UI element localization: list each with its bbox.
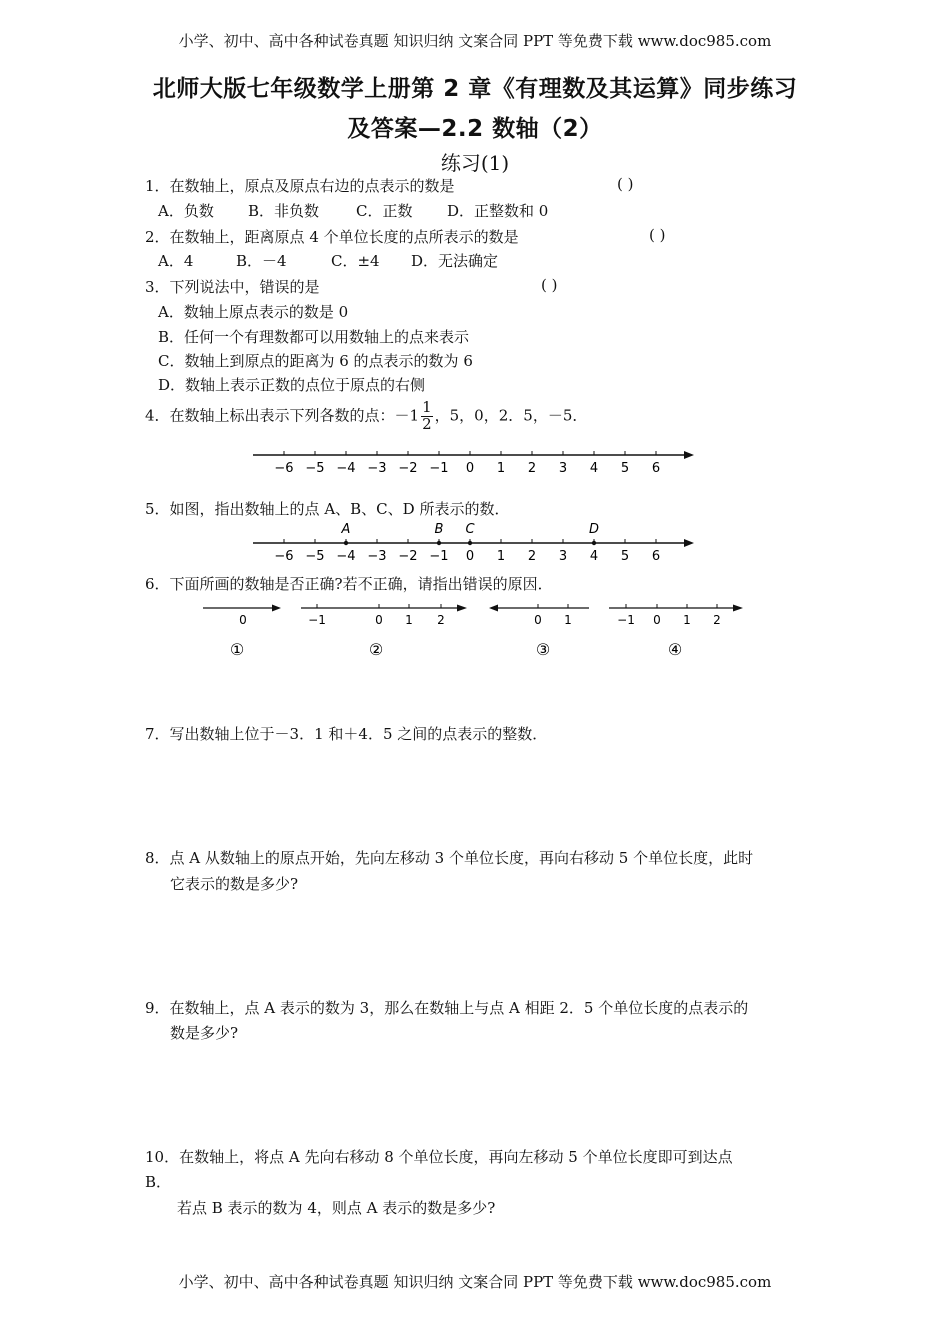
q3-option-a: A．数轴上原点表示的数是 0	[158, 303, 349, 321]
q6-fig2-label-2: 1	[405, 613, 413, 627]
q4-tick-label: 0	[465, 461, 475, 476]
q4-tick-label: −5	[305, 461, 325, 476]
q4-tick-label: −1	[429, 461, 449, 476]
q5-tick-label: 0	[465, 549, 475, 564]
q4-tick-label: 4	[589, 461, 599, 476]
q5-point-A	[344, 541, 348, 545]
q2-option-a: A．4	[158, 252, 194, 270]
q6-fig1-label-0: 0	[239, 613, 247, 627]
q6-fig4-label-0: −1	[617, 613, 635, 627]
q2-option-c: C．±4	[331, 252, 380, 270]
q5-tick-label: −4	[336, 549, 356, 564]
q4-fraction	[421, 400, 433, 433]
q4-tick-label: −2	[398, 461, 418, 476]
q5-tick-label: −1	[429, 549, 449, 564]
q4-rest: ，5，0，2．5，－5．	[434, 406, 588, 425]
q6-figure-3	[489, 604, 589, 659]
q4-axis-arrow	[684, 451, 694, 459]
q5-tick-label: −2	[398, 549, 418, 564]
q3-stem: 3．下列说法中，错误的是	[145, 278, 320, 296]
q5-tick-label: −6	[274, 549, 294, 564]
q5-axis-arrow	[684, 539, 694, 547]
q10-stem-line-2: B．	[145, 1173, 172, 1191]
q2-option-b: B．－4	[236, 252, 287, 270]
q2-answer-paren: ( )	[649, 226, 666, 244]
q10-stem-line-3: 若点 B 表示的数为 4，则点 A 表示的数是多少?	[177, 1199, 496, 1217]
q1-stem: 1．在数轴上，原点及原点右边的点表示的数是	[145, 177, 455, 195]
q1-option-b: B．非负数	[248, 202, 320, 220]
title-line-2: 及答案—2.2 数轴（2）	[347, 116, 603, 142]
q8-stem-line-1: 8．点 A 从数轴上的原点开始，先向左移动 3 个单位长度，再向右移动 5 个单位长度，此时	[145, 849, 754, 867]
q6-fig1-mark: ①	[229, 640, 245, 659]
q6-fig2-label-3: 2	[437, 613, 445, 627]
q5-number-line	[250, 518, 700, 566]
q5-tick-label: 6	[651, 549, 661, 564]
q2-option-d: D．无法确定	[411, 252, 499, 270]
q4-number-line	[250, 444, 700, 480]
q3-option-b: B．任何一个有理数都可以用数轴上的点来表示	[158, 328, 470, 346]
q6-fig4-mark: ④	[667, 640, 683, 659]
q5-point-D	[592, 541, 596, 545]
q4-tick-label: −6	[274, 461, 294, 476]
q6-fig2-label-1: 0	[375, 613, 383, 627]
q5-point-B	[437, 541, 441, 545]
q6-fig3-mark: ③	[535, 640, 551, 659]
q6-figure-4	[609, 604, 743, 659]
q5-tick-label: 1	[496, 549, 506, 564]
q5-point-label-A: A	[341, 522, 351, 537]
q4-tick-label: 1	[496, 461, 506, 476]
q6-figure-1	[203, 605, 281, 660]
q3-option-d: D．数轴上表示正数的点位于原点的右侧	[158, 376, 426, 394]
q6-fig3-label-1: 1	[564, 613, 572, 627]
q6-fig4-label-3: 2	[713, 613, 721, 627]
q4-tick-label: −3	[367, 461, 387, 476]
q3-option-c: C．数轴上到原点的距离为 6 的点表示的数为 6	[158, 352, 473, 370]
q5-tick-label: −3	[367, 549, 387, 564]
q5-tick-label: 5	[620, 549, 630, 564]
q4-tick-label: 2	[527, 461, 537, 476]
q6-fig4-label-2: 1	[683, 613, 691, 627]
q5-tick-label: −5	[305, 549, 325, 564]
q6-figure-2	[301, 604, 467, 659]
q6-figures	[195, 598, 755, 666]
q6-fig2-label-0: −1	[308, 613, 326, 627]
q5-point-C	[468, 541, 472, 545]
q5-tick-label: 2	[527, 549, 537, 564]
q5-point-label-B: B	[434, 522, 444, 537]
page-footer: 小学、初中、高中各种试卷真题 知识归纳 文案合同 PPT 等免费下载 www.doc985.com	[178, 1273, 772, 1291]
q4-tick-label: −4	[336, 461, 356, 476]
q8-stem-line-2: 它表示的数是多少?	[170, 875, 299, 893]
q7-stem: 7．写出数轴上位于－3．1 和＋4．5 之间的点表示的整数．	[145, 725, 548, 743]
q5-point-label-C: C	[465, 522, 475, 537]
q10-stem-line-1: 10．在数轴上，将点 A 先向右移动 8 个单位长度，再向左移动 5 个单位长度即可到达点	[145, 1148, 733, 1166]
q9-stem-line-1: 9．在数轴上，点 A 表示的数为 3，那么在数轴上与点 A 相距 2．5 个单位长度的点表示的	[145, 999, 749, 1017]
title-line-1: 北师大版七年级数学上册第 2 章《有理数及其运算》同步练习	[152, 76, 798, 102]
q3-answer-paren: ( )	[541, 276, 558, 294]
q4-tick-label: 5	[620, 461, 630, 476]
q6-fig4-label-1: 0	[653, 613, 661, 627]
q2-stem: 2．在数轴上，距离原点 4 个单位长度的点所表示的数是	[145, 228, 519, 246]
q5-tick-label: 3	[558, 549, 568, 564]
page-header: 小学、初中、高中各种试卷真题 知识归纳 文案合同 PPT 等免费下载 www.doc985.com	[178, 32, 772, 50]
q6-fig2-mark: ②	[368, 640, 384, 659]
q4-stem: 4．在数轴上标出表示下列各数的点：－1	[145, 406, 420, 425]
section-title: 练习(1)	[440, 151, 510, 175]
q9-stem-line-2: 数是多少?	[170, 1024, 239, 1042]
q5-tick-label: 4	[589, 549, 599, 564]
q5-points	[341, 522, 599, 545]
q4-tick-label: 6	[651, 461, 661, 476]
q6-stem: 6．下面所画的数轴是否正确?若不正确，请指出错误的原因．	[145, 575, 553, 593]
q6-fig3-label-0: 0	[534, 613, 542, 627]
q1-option-c: C．正数	[356, 202, 413, 220]
q4-fraction-denominator: 2	[422, 414, 432, 433]
q4-tick-label: 3	[558, 461, 568, 476]
q4-fraction-numerator: 1	[422, 398, 432, 416]
q4-stem-line	[145, 400, 587, 433]
q5-point-label-D: D	[588, 522, 600, 537]
q1-option-a: A．负数	[158, 202, 214, 220]
q1-answer-paren: ( )	[617, 175, 634, 193]
q5-stem: 5．如图，指出数轴上的点 A、B、C、D 所表示的数．	[145, 500, 510, 518]
q1-option-d: D．正整数和 0	[447, 202, 549, 220]
